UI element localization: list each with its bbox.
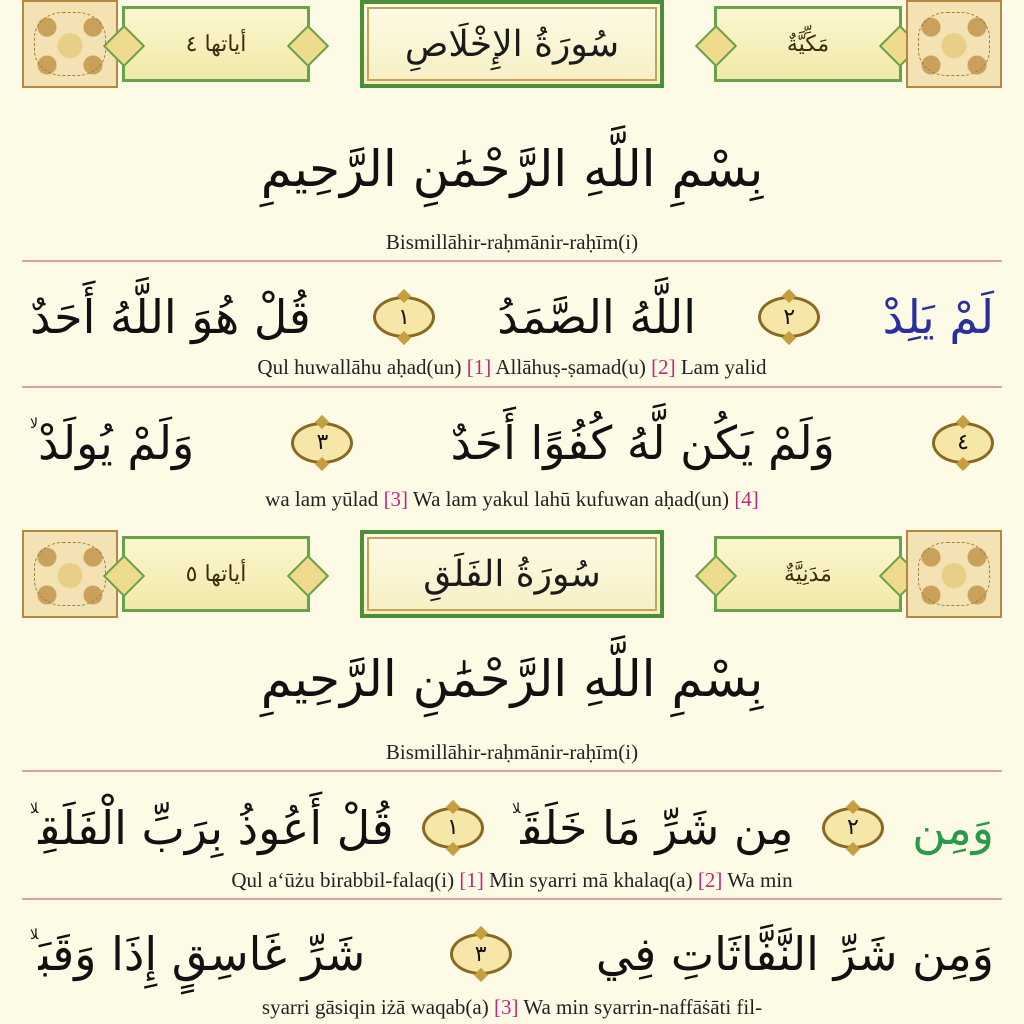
pause-mark: لا bbox=[30, 800, 39, 817]
verse-marker: ٢ bbox=[822, 807, 884, 849]
transliteration-text: Wa min syarrin-naffāṡāti fil- bbox=[518, 995, 763, 1019]
verse-text: مِن شَرِّ مَا خَلَقَ bbox=[520, 800, 794, 855]
surah-header-ikhlas bbox=[22, 0, 1002, 88]
verse-number: [4] bbox=[734, 487, 759, 511]
verse-segment: اللَّهُ الصَّمَدُ bbox=[497, 290, 697, 344]
surah-title: سُورَةُ الفَلَقِ bbox=[423, 553, 601, 595]
transliteration-text: Min syarri mā khalaq(a) bbox=[483, 868, 698, 892]
transliteration-text: Allāhuṣ-ṣamad(u) bbox=[491, 355, 652, 379]
verse-number: [2] bbox=[651, 355, 676, 379]
verse-number: [1] bbox=[466, 355, 492, 379]
verse-number: [3] bbox=[493, 995, 519, 1019]
verse-line-arabic bbox=[30, 915, 994, 993]
verse-number: [3] bbox=[383, 487, 409, 511]
ayat-count-panel bbox=[122, 536, 310, 612]
verse-line-arabic bbox=[30, 282, 994, 352]
basmala: بِسْمِ اللَّهِ الرَّحْمَٰنِ الرَّحِيمِ bbox=[260, 650, 764, 708]
transliteration-text: wa lam yūlad bbox=[265, 487, 384, 511]
verse-segment bbox=[512, 801, 793, 855]
transliteration-text: Wa min bbox=[722, 868, 793, 892]
divider bbox=[22, 898, 1002, 900]
verse-segment bbox=[30, 416, 194, 470]
ornament-right bbox=[906, 530, 1002, 618]
verse-transliteration bbox=[0, 868, 1024, 893]
verse-transliteration bbox=[0, 995, 1024, 1020]
basmala-translit: Bismillāhir-raḥmānir-raḥīm(i) bbox=[385, 230, 639, 254]
divider bbox=[22, 386, 1002, 388]
verse-text: وَلَمْ يُولَدْ bbox=[38, 415, 195, 470]
verse-transliteration bbox=[0, 355, 1024, 380]
verse-marker: ٤ bbox=[932, 422, 994, 464]
verse-marker: ٢ bbox=[758, 296, 820, 338]
transliteration-text: Qul huwallāhu aḥad(un) bbox=[257, 355, 467, 379]
verse-marker: ١ bbox=[373, 296, 435, 338]
divider bbox=[22, 260, 1002, 262]
verse-marker: ٣ bbox=[450, 933, 512, 975]
verse-segment: وَمِن bbox=[912, 800, 994, 855]
surah-title: سُورَةُ الإِخْلَاصِ bbox=[404, 23, 620, 65]
verse-line-arabic bbox=[30, 790, 994, 865]
verse-marker: ٣ bbox=[291, 422, 353, 464]
revelation-type: مَكِّيَّةٌ bbox=[786, 31, 830, 57]
transliteration-text: syarri gāsiqin iżā waqab(a) bbox=[261, 995, 494, 1019]
verse-segment: قُلْ هُوَ اللَّهُ أَحَدٌ bbox=[30, 290, 311, 344]
verse-segment: وَلَمْ يَكُن لَّهُ كُفُوًا أَحَدٌ bbox=[450, 415, 835, 470]
surah-header-falaq bbox=[22, 530, 1002, 618]
basmala: بِسْمِ اللَّهِ الرَّحْمَٰنِ الرَّحِيمِ bbox=[260, 140, 764, 198]
verse-number: [1] bbox=[459, 868, 484, 892]
transliteration-text: Wa lam yakul lahū kufuwan aḥad(un) bbox=[408, 487, 735, 511]
verse-segment: لَمْ يَلِدْ bbox=[882, 290, 994, 344]
transliteration-text: Qul a‘ūżu birabbil-falaq(i) bbox=[231, 868, 460, 892]
ayat-count-panel bbox=[122, 6, 310, 82]
verse-text: قُلْ أَعُوذُ بِرَبِّ الْفَلَقِ bbox=[38, 800, 394, 855]
surah-title-panel bbox=[360, 0, 664, 88]
verse-text: شَرِّ غَاسِقٍ إِذَا وَقَبَ bbox=[38, 927, 366, 981]
pause-mark: لا bbox=[30, 415, 39, 432]
verse-marker: ١ bbox=[422, 807, 484, 849]
verse-segment bbox=[30, 927, 365, 981]
revelation-type: مَدَنِيَّةٌ bbox=[784, 561, 832, 587]
verse-segment bbox=[30, 801, 394, 855]
basmala-translit: Bismillāhir-raḥmānir-raḥīm(i) bbox=[385, 740, 639, 764]
ayat-count: أياتها ٤ bbox=[185, 31, 247, 57]
divider bbox=[22, 770, 1002, 772]
transliteration-text: Lam yalid bbox=[675, 355, 767, 379]
verse-transliteration bbox=[0, 487, 1024, 512]
pause-mark: لا bbox=[30, 927, 39, 943]
revelation-type-panel bbox=[714, 6, 902, 82]
ornament-right bbox=[906, 0, 1002, 88]
verse-segment: وَمِن شَرِّ النَّفَّاثَاتِ فِي bbox=[595, 927, 994, 981]
verse-line-arabic bbox=[30, 405, 994, 480]
revelation-type-panel bbox=[714, 536, 902, 612]
surah-title-panel bbox=[360, 530, 664, 618]
verse-number: [2] bbox=[697, 868, 723, 892]
pause-mark: لا bbox=[512, 800, 521, 817]
ayat-count: أياتها ٥ bbox=[185, 561, 247, 587]
